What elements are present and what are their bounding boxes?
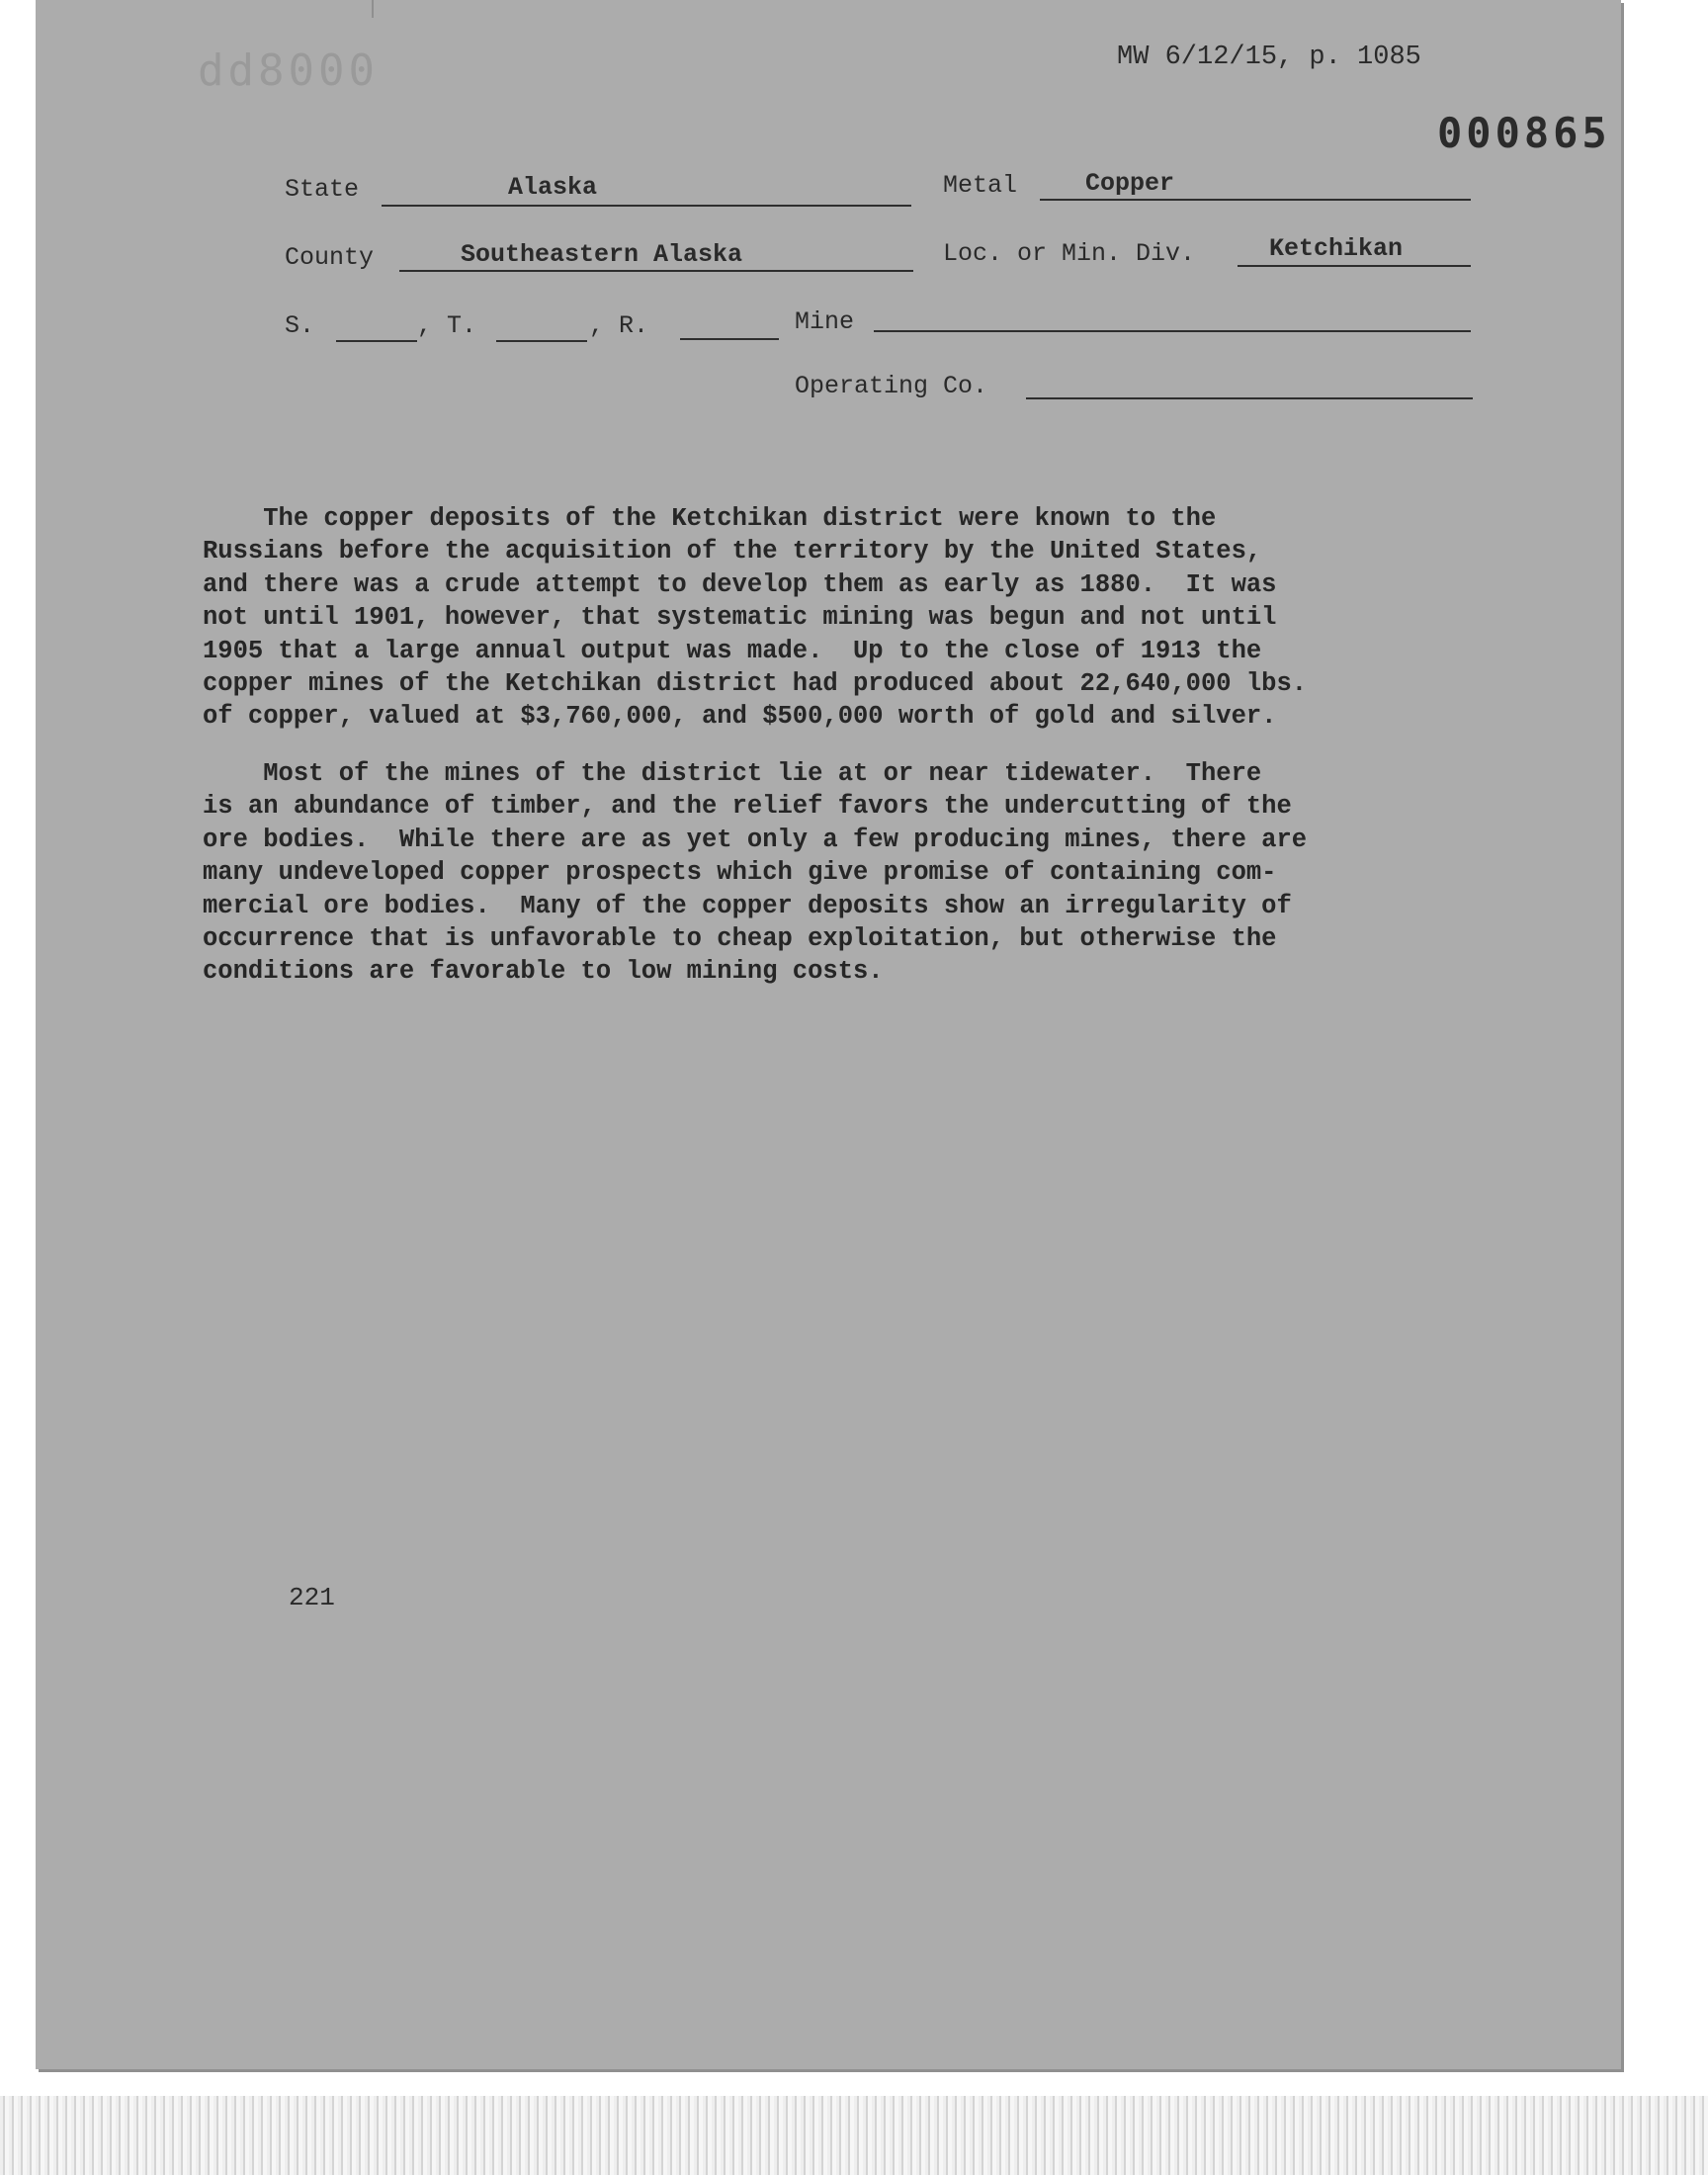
county-value: Southeastern Alaska (461, 240, 743, 269)
scan-artifact-strip (0, 2096, 1708, 2175)
body-line: of copper, valued at $3,760,000, and $500,000 worth of gold and silver. (203, 702, 1277, 732)
township-label: , T. (417, 311, 477, 340)
operating-co-label: Operating Co. (795, 372, 988, 400)
township-field-line (496, 340, 587, 342)
metal-label: Metal (943, 171, 1018, 200)
body-line: and there was a crude attempt to develop them as early as 1880. It was (203, 569, 1277, 599)
section-label: S. (285, 311, 315, 340)
body-line: copper mines of the Ketchikan district had produced about 22,640,000 lbs. (203, 669, 1308, 699)
state-label: State (285, 175, 360, 204)
section-field-line (336, 340, 417, 342)
body-line: The copper deposits of the Ketchikan district were known to the (203, 504, 1217, 533)
body-paragraph-2 (203, 757, 1488, 989)
body-line: occurrence that is unfavorable to cheap exploitation, but otherwise the (203, 924, 1277, 954)
body-line: mercial ore bodies. Many of the copper deposits show an irregularity of (203, 891, 1292, 920)
body-line: 1905 that a large annual output was made. Up to the close of 1913 the (203, 636, 1262, 665)
division-value: Ketchikan (1269, 234, 1404, 263)
mine-field-line (874, 330, 1471, 332)
mine-label: Mine (795, 307, 855, 336)
scan-edge-mark (372, 0, 374, 18)
faded-stamp-number: dd8000 (198, 45, 379, 96)
body-line: ore bodies. While there are as yet only a few producing mines, there are (203, 825, 1308, 854)
body-line: many undeveloped copper prospects which give promise of containing com- (203, 858, 1277, 888)
division-label: Loc. or Min. Div. (943, 239, 1196, 268)
body-line: Most of the mines of the district lie at or near tidewater. There (203, 759, 1262, 788)
range-label: , R. (589, 311, 649, 340)
state-value: Alaska (508, 173, 598, 202)
state-field-line (382, 205, 911, 207)
body-line: conditions are favorable to low mining costs. (203, 957, 884, 987)
body-paragraph-1 (203, 502, 1488, 734)
body-line: not until 1901, however, that systematic mining was begun and not until (203, 603, 1277, 633)
range-field-line (680, 338, 779, 340)
county-label: County (285, 243, 375, 272)
page-number: 221 (289, 1583, 335, 1612)
document-id-stamp: 000865 (1437, 109, 1611, 157)
document-page (36, 0, 1621, 2069)
citation: MW 6/12/15, p. 1085 (1117, 43, 1421, 72)
operating-co-field-line (1026, 397, 1473, 399)
body-line: is an abundance of timber, and the relief favors the undercutting of the (203, 792, 1292, 822)
metal-value: Copper (1085, 169, 1175, 198)
division-field-line (1238, 265, 1471, 267)
body-line: Russians before the acquisition of the territory by the United States, (203, 537, 1262, 566)
